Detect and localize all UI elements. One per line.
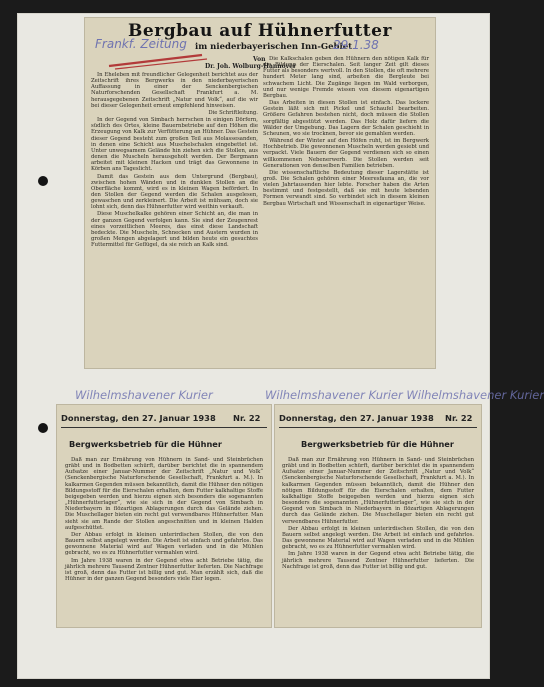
paragraph: Der Abbau erfolgt in kleinen unterirdischen Stollen, die von den Bauern selbst angelegt werden. Die Arbeit ist einfach und gefahrlos. Das gewonnene Material wird auf Wagen verladen und in die Mühlen gebracht, wo es zu Hühnerfutter vermahlen wird. <box>282 525 474 551</box>
article-body <box>282 457 474 623</box>
handwritten-note-right: Wilhelmshavener Kurier Wilhelmshavener Kurier <box>265 388 544 402</box>
handwritten-source: Frankf. Zeitung <box>95 37 187 51</box>
article-column-left <box>91 72 258 362</box>
newspaper-clipping-bottom-right <box>275 405 481 627</box>
paragraph: Die Schriftleitung. <box>208 109 258 116</box>
paragraph: In der Gegend von Simbach herrschen in einigen Dörfern, südlich des Ortes, kleine Bauernbetriebe auf den Höhen die Erzeugung von Kalk zur Verfütterung an Hühner. Das Gestein dieser Gegend besteht zum großen Teil aus Molassesanden, in denen eine Schicht aus Muschelschalen eingebettet ist. Unter unwegsamem Gelände hin ziehen sich die Stollen, aus denen die Muscheln herausgeholt werden. Der Bergmann arbeitet mit kleinen Hacken und trägt das Gewonnene in Körben ans Tageslicht. <box>91 117 258 173</box>
red-underline-mark <box>107 52 217 72</box>
paragraph: Der Abbau erfolgt in kleinen unterirdischen Stollen, die von den Bauern selbst angelegt werden. Die Arbeit ist einfach und gefahrlos. Das gewonnene Material wird auf Wagen verladen und in die Mühlen gebracht, wo es zu Hühnerfutter vermahlen wird. <box>65 531 263 557</box>
author-line: Dr. Joh. Wolburg-Hannover <box>205 63 297 70</box>
paragraph: Die wissenschaftliche Bedeutung dieser Lagerstätte ist groß. Die Schalen gehören einer Meeresfauna an, die vor vielen Jahrtausenden hier lebte. Forscher haben die Arten bestimmt und festgestellt, daß sie mit heute lebenden Formen verwandt sind. So verbindet sich in diesem kleinen Bergbau Wirtschaft und Wissenschaft in eigenartiger Weise. <box>263 169 429 207</box>
handwritten-date: 29.1.38 <box>333 38 379 52</box>
byline-von: Von <box>253 56 266 63</box>
article-subtitle: im niederbayerischen Inn-Gebiet <box>195 42 353 52</box>
article-title: Bergbau auf Hühnerfutter <box>128 21 392 41</box>
punch-hole-bottom <box>38 423 48 433</box>
handwritten-note-left: Wilhelmshavener Kurier <box>75 388 213 402</box>
paragraph: In Eheleben mit freundlicher Gelegenheit berichtet aus der Zeitschrift ihres Bergwerks in den niederbayerischen Auffassung in einer der Senckenbergischen Naturforschenden Gesellschaft Frankfurt a. M. herausgegebenen Zeitschrift „Natur und Volk“, auf die wir bei dieser Gelegenheit erneut empfehlend hinweisen. <box>91 72 258 109</box>
masthead-rule <box>61 427 267 428</box>
paragraph: Diese Muschelkalke gehören einer Schicht an, die man in der ganzen Gegend verfolgen kann. Sie sind der Zeugenrest eines vorzeitlichen Meeres, das einst diese Landschaft bedeckte. Die Muscheln, Schnecken und Austern wurden in großen Mengen abgelagert und bilden heute ein gesuchtes Futtermittel für Geflügel, da sie reich an Kalk sind. <box>91 211 258 249</box>
paragraph: Die Kalkschalen geben den Hühnern den nötigen Kalk für die Bildung der Eierschalen. Seit langer Zeit gilt dieses Futter als besonders wertvoll. In den Stollen, die oft mehrere hundert Meter lang sind, arbeiten die Bergleute bei schwachem Licht. Die Zugänge liegen im Wald verborgen, und nur wenige Fremde wissen von diesem eigenartigen Bergbau. <box>263 56 429 99</box>
article-headline: Bergwerksbetrieb für die Hühner <box>69 439 222 449</box>
article-headline: Bergwerksbetrieb für die Hühner <box>301 439 454 449</box>
paragraph: Daß man zur Ernährung von Hühnern in Sand- und Steinbrüchen gräbt und in Bodbetten schürft, darüber berichtet die in spannendem Aufsatze einer Januar-Nummer der Zeitschrift „Natur und Volk“ (Senckenbergische Naturforschende Gesellschaft, Frankfurt a. M.). In kalkarmen Gegenden müssen bekanntlich, damit die Hühner den nötigen Bildungsstoff für die Eierschalen erhalten, dem Futter kalkhaltige Stoffe beigegeben werden und hierzu eignen sich besonders die sogenannten „Hühnerfutterlager“, wie sie sich in der Gegend von Simbach in Niederbayern in flözartigen Ablagerungen durch das Gelände ziehen. Die Muschellager bieten ein recht gut verwendbares Hühnerfutter. Man sieht sie am Rande der Stollen angeschnitten und in kleinen Halden aufgeschüttet. <box>65 457 263 531</box>
article-column-right <box>263 56 429 362</box>
article-body <box>65 457 263 623</box>
paragraph: Im Jahre 1938 waren in der Gegend etwa acht Betriebe tätig, die jährlich mehrere Tausend Zentner Hühnerfutter lieferten. Die Nachfrage ist groß, denn das Futter ist billig und gut. Man erzählt sich, daß die Hühner in der ganzen Gegend besonders viele Eier legen. <box>65 557 263 582</box>
paragraph: Damit das Gestein aus dem Untergrund (Bergbau), zwischen hohen Wänden und in dunklen Stollen an die Oberfläche kommt, wird es in kleinen Wagen befördert. In den Stollen der Gegend werden die Schalen ausgelesen, gewaschen und zerkleinert. Die Arbeit ist mühsam, doch sie lohnt sich, denn das Hühnerfutter wird weithin verkauft. <box>91 173 258 211</box>
masthead-rule <box>279 427 477 428</box>
newspaper-clipping-top <box>85 18 435 368</box>
masthead-date: Donnerstag, den 27. Januar 1938 <box>279 413 434 423</box>
masthead-number: Nr. 22 <box>445 413 473 423</box>
punch-hole-top <box>38 176 48 186</box>
paragraph: Daß man zur Ernährung von Hühnern in Sand- und Steinbrüchen gräbt und in Bodbetten schürft, darüber berichtet die in spannendem Aufsatze einer Januar-Nummer der Zeitschrift „Natur und Volk“ (Senckenbergische Naturforschende Gesellschaft, Frankfurt a. M.). In kalkarmen Gegenden müssen bekanntlich, damit die Hühner den nötigen Bildungsstoff für die Eierschalen erhalten, dem Futter kalkhaltige Stoffe beigegeben werden und hierzu eignen sich besonders die sogenannten „Hühnerfutterlager“, wie sie sich in der Gegend von Simbach in Niederbayern in flözartigen Ablagerungen durch das Gelände ziehen. Die Muschellager bieten ein recht gut verwendbares Hühnerfutter. <box>282 457 474 525</box>
newspaper-clipping-bottom-left <box>57 405 271 627</box>
masthead-date: Donnerstag, den 27. Januar 1938 <box>61 413 216 423</box>
album-page <box>17 13 544 679</box>
paragraph: Das Arbeiten in diesen Stollen ist einfach. Das lockere Gestein läßt sich mit Pickel und Schaufel bearbeiten. Größere Gefahren bestehen nicht, doch müssen die Stollen sorgfältig abgestützt werden. Das Holz dafür liefern die Wälder der Umgebung. Das Lagern der Schalen geschieht in Scheunen, wo sie trocknen, bevor sie gemahlen werden. <box>263 100 429 137</box>
masthead-number: Nr. 22 <box>233 413 261 423</box>
paragraph: Während der Winter auf den Höfen ruht, ist im Bergwerk Hochbetrieb. Die gewonnenen Muscheln werden gesiebt und verpackt. Viele Bauern der Gegend verdienen sich so einen willkommenen Nebenerwerb. Die Stollen werden seit Generationen von denselben Familien betrieben. <box>263 138 429 169</box>
paragraph: Im Jahre 1938 waren in der Gegend etwa acht Betriebe tätig, die jährlich mehrere Tausend Zentner Hühnerfutter lieferten. Die Nachfrage ist groß, denn das Futter ist billig und gut. <box>282 551 474 570</box>
